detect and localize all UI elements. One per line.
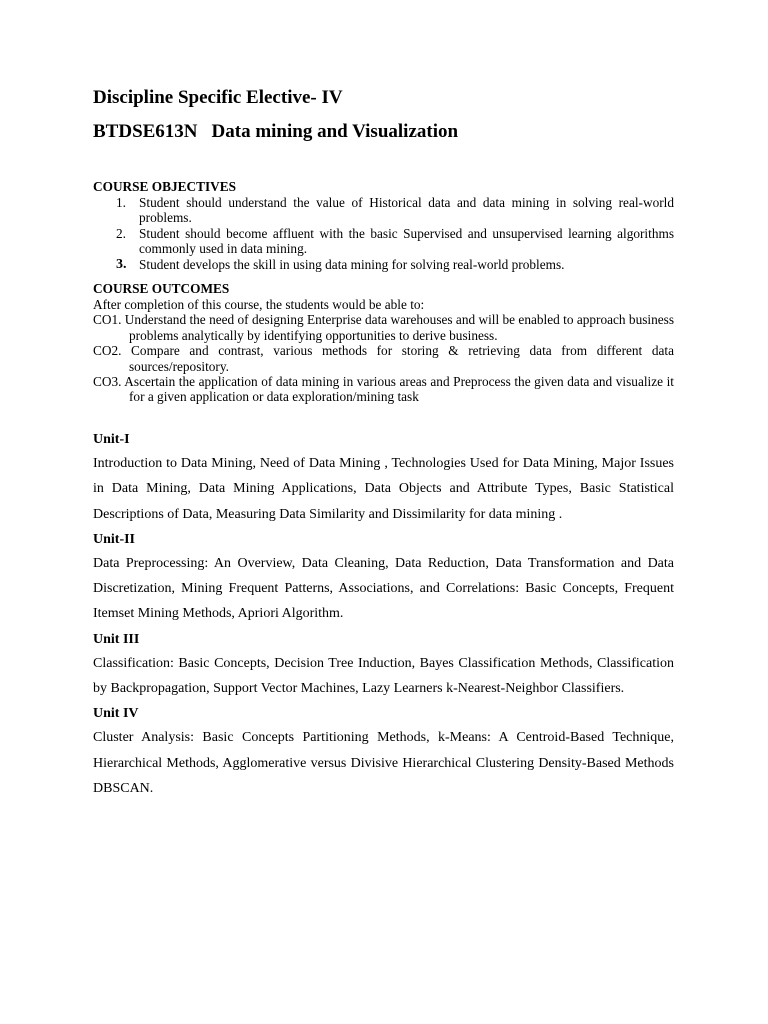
objective-item bbox=[93, 195, 674, 226]
outcome-text: Understand the need of designing Enterprise data warehouses and will be enabled to approach business problems analytically by identifying opportunities to derive business. bbox=[121, 312, 674, 343]
course-code: BTDSE613N bbox=[93, 121, 198, 142]
page-title: Discipline Specific Elective- IV bbox=[93, 87, 343, 108]
unit-content: Data Preprocessing: An Overview, Data Cleaning, Data Reduction, Data Transformation and Data Discretization, Mining Frequent Patterns, Associations, and Correlations: Basic Concepts, Frequent Itemset Mining Methods, Apriori Algorithm. bbox=[93, 555, 674, 622]
outcome-item bbox=[93, 374, 674, 405]
unit-content: Introduction to Data Mining, Need of Data Mining , Technologies Used for Data Mining, Major Issues in Data Mining, Data Mining Applications, Data Objects and Attribute Types, Basic Statistical Descriptions of Data, Measuring Data Similarity and Dissimilarity for data mining . bbox=[93, 456, 674, 522]
unit-content: Cluster Analysis: Basic Concepts Partitioning Methods, k-Means: A Centroid-Based Technique, Hierarchical Methods, Agglomerative versus Divisive Hierarchical Clustering Density-Based Methods DBSCAN. bbox=[93, 730, 674, 796]
course-name: Data mining and Visualization bbox=[211, 121, 459, 142]
outcome-label: CO2. bbox=[93, 343, 122, 359]
objective-number: 1. bbox=[116, 195, 126, 210]
unit-content: Classification: Basic Concepts, Decision Tree Induction, Bayes Classification Methods, Classification by Backpropagation, Support Vector Machines, Lazy Learners k-Nearest-Neighbor Classifiers. bbox=[93, 655, 674, 697]
course-title bbox=[93, 121, 458, 143]
units-section bbox=[93, 428, 674, 802]
objective-text: Student develops the skill in using data mining for solving real-world problems. bbox=[139, 256, 565, 272]
unit-heading: Unit III bbox=[93, 631, 140, 647]
course-outcomes-section bbox=[93, 281, 674, 405]
objective-text: Student should become affluent with the basic Supervised and unsupervised learning algorithms commonly used in data mining. bbox=[139, 225, 674, 257]
outcome-label: CO1. bbox=[93, 312, 122, 328]
outcome-text: Ascertain the application of data mining in various areas and Preprocess the given data and visualize it for a given application or data exploration/mining task bbox=[121, 374, 674, 405]
unit-heading: Unit IV bbox=[93, 706, 139, 722]
outcomes-intro: After completion of this course, the students would be able to: bbox=[93, 297, 425, 312]
course-objectives-section bbox=[93, 179, 674, 272]
unit-heading: Unit-II bbox=[93, 531, 136, 547]
outcome-item bbox=[93, 343, 674, 374]
unit-heading: Unit-I bbox=[93, 432, 130, 447]
outcome-text: Compare and contrast, various methods for storing & retrieving data from different data sources/repository. bbox=[121, 343, 674, 374]
objective-number: 2. bbox=[116, 225, 126, 241]
outcome-label: CO3. bbox=[93, 374, 122, 390]
outcome-item bbox=[93, 312, 674, 343]
objectives-heading: COURSE OBJECTIVES bbox=[93, 179, 236, 194]
objectives-list bbox=[93, 195, 674, 272]
objective-number: 3. bbox=[116, 256, 127, 272]
objective-text: Student should understand the value of Historical data and data mining in solving real-world problems. bbox=[139, 195, 674, 226]
outcomes-heading: COURSE OUTCOMES bbox=[93, 281, 230, 296]
objective-item bbox=[93, 257, 674, 272]
objective-item bbox=[93, 226, 674, 257]
